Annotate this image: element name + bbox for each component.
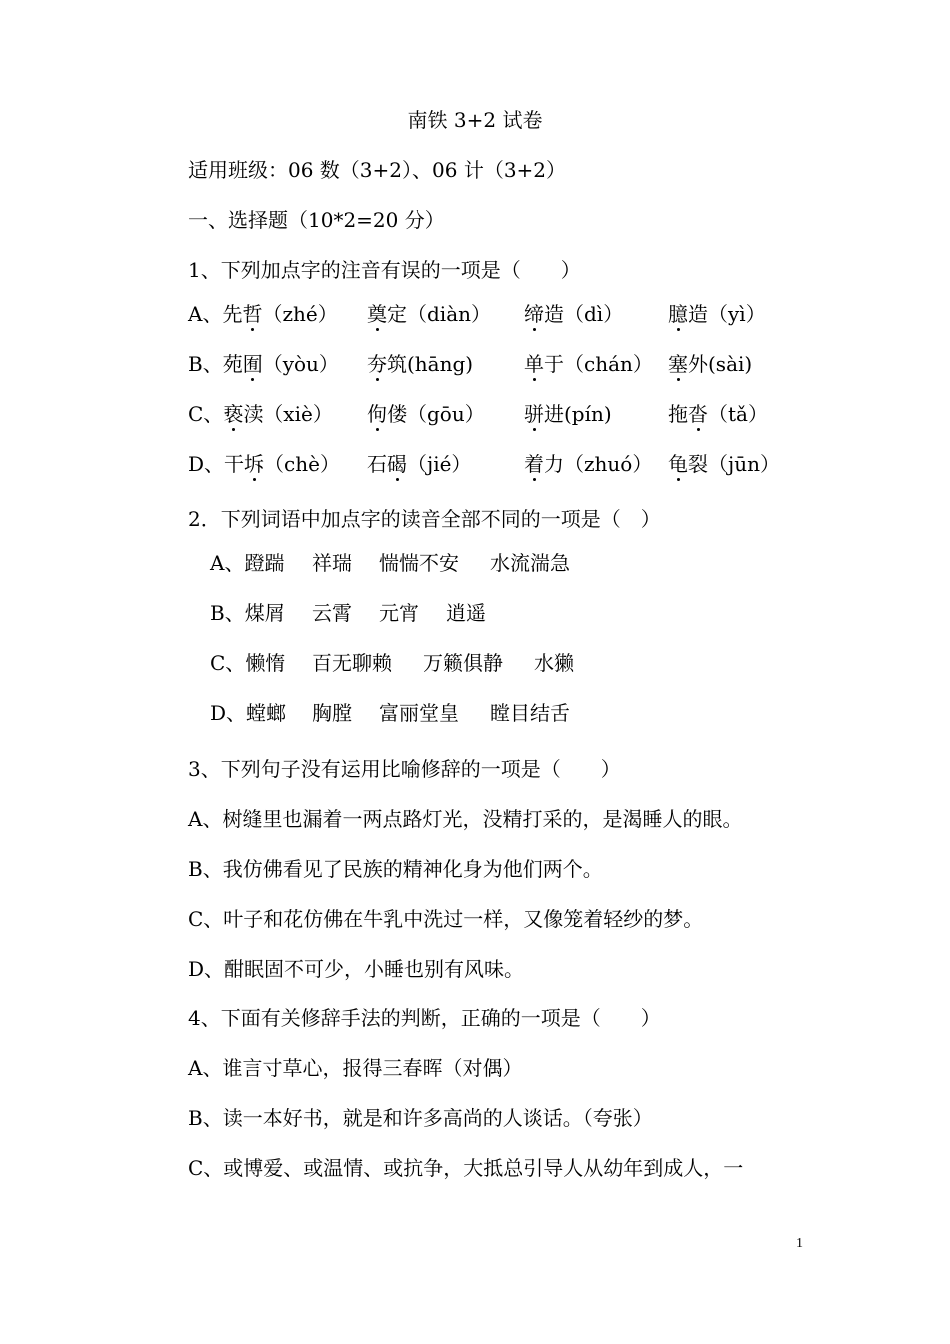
q2-option-word (490, 551, 570, 575)
item-text: （zhé） (262, 302, 338, 326)
option-label: B、 (210, 601, 245, 625)
dotted-char: 夯 (367, 352, 387, 376)
item-text: （yòu） (262, 352, 339, 376)
word-text: 懒惰 (245, 651, 286, 675)
item-text: 渎（xiè） (243, 402, 333, 426)
q2-option-word (379, 601, 419, 625)
item-text: 定（diàn） (387, 302, 492, 326)
question-3-option-d: D、酣眠固不可少，小睡也别有风味。 (188, 957, 525, 981)
item-text: 外(sài) (688, 352, 753, 376)
q1-option-item (367, 452, 471, 476)
q2-option-word (210, 601, 285, 625)
question-3-option-b: B、我仿佛看见了民族的精神化身为他们两个。 (188, 857, 603, 881)
q1-option-item (188, 352, 339, 376)
dotted-char: 奠 (367, 302, 387, 326)
word-text: 元宵 (379, 601, 419, 625)
q2-option-word (210, 551, 284, 575)
question-4-stem: 4、下面有关修辞手法的判断，正确的一项是（ ） (188, 1006, 661, 1030)
dotted-char: 佝 (367, 402, 387, 426)
q2-option-word (534, 651, 574, 675)
q2-option-word (490, 701, 570, 725)
item-text: 裂（jūn） (688, 452, 780, 476)
q1-option-item (524, 402, 612, 426)
section-heading: 一、选择题（10*2=20 分） (188, 208, 445, 232)
q2-option-word (423, 651, 503, 675)
word-text: 祥瑞 (312, 551, 352, 575)
word-text: 螳螂 (246, 701, 287, 725)
item-text: 筑(hāng) (387, 352, 474, 376)
dotted-char: 亵 (223, 402, 244, 426)
dotted-char: 着 (524, 452, 544, 476)
question-2-stem: 2．下列词语中加点字的读音全部不同的一项是（ ） (188, 507, 661, 531)
option-label: C、 (188, 402, 224, 426)
dotted-char: 坼 (244, 452, 265, 476)
item-text: 造（dì） (544, 302, 624, 326)
q1-option-item (524, 302, 623, 326)
q1-option-item (367, 402, 485, 426)
item-text: （chè） (264, 452, 340, 476)
word-text: 水流湍急 (490, 551, 570, 575)
question-4-option-a: A、谁言寸草心，报得三春晖（对偶） (188, 1056, 523, 1080)
item-text: 造（yì） (688, 302, 766, 326)
q1-option-item (668, 402, 768, 426)
q1-option-item (668, 352, 752, 376)
dotted-char: 哲 (242, 302, 263, 326)
q1-option-item (524, 352, 653, 376)
word-text: 逍遥 (446, 601, 486, 625)
word-text: 惴惴不安 (379, 551, 459, 575)
q1-option-item (668, 302, 766, 326)
question-1-stem: 1、下列加点字的注音有误的一项是（ ） (188, 258, 581, 282)
dotted-char: 沓 (688, 402, 708, 426)
word-text: 云霄 (312, 601, 352, 625)
word-text: 万籁俱静 (423, 651, 503, 675)
item-text: 先 (222, 302, 243, 326)
question-4-option-c: C、或博爱、或温情、或抗争，大抵总引导人从幼年到成人，一 (188, 1156, 744, 1180)
word-text: 富丽堂皇 (379, 701, 459, 725)
dotted-char: 碣 (387, 452, 407, 476)
item-text: 干 (224, 452, 245, 476)
option-label: B、 (188, 352, 223, 376)
q2-option-word (446, 601, 486, 625)
word-text: 瞠目结舌 (490, 701, 570, 725)
q2-option-word (210, 701, 286, 725)
q2-option-word (312, 601, 352, 625)
q2-option-word (312, 701, 352, 725)
item-text: 偻（gōu） (387, 402, 485, 426)
question-4-option-b: B、读一本好书，就是和许多高尚的人谈话。（夸张） (188, 1106, 653, 1130)
dotted-char: 骈 (524, 402, 544, 426)
q2-option-word (210, 651, 285, 675)
q1-option-item (524, 452, 652, 476)
q1-option-item (367, 352, 473, 376)
word-text: 水獭 (534, 651, 574, 675)
word-text: 煤屑 (244, 601, 285, 625)
dotted-char: 单 (524, 352, 544, 376)
applicable-classes: 适用班级：06 数（3+2）、06 计（3+2） (188, 158, 567, 182)
dotted-char: 塞 (668, 352, 688, 376)
dotted-char: 囿 (242, 352, 263, 376)
option-label: A、 (210, 551, 245, 575)
option-label: A、 (188, 302, 223, 326)
question-3-option-a: A、树缝里也漏着一两点路灯光，没精打采的，是渴睡人的眼。 (188, 807, 743, 831)
q2-option-word (312, 551, 352, 575)
q2-option-word (379, 551, 459, 575)
option-label: D、 (210, 701, 247, 725)
item-text: 苑 (222, 352, 243, 376)
dotted-char: 龟 (668, 452, 688, 476)
word-text: 蹬踹 (244, 551, 285, 575)
item-text: 拖 (668, 402, 688, 426)
q1-option-item (668, 452, 780, 476)
q1-option-item (188, 402, 333, 426)
question-3-option-c: C、叶子和花仿佛在牛乳中洗过一样，又像笼着轻纱的梦。 (188, 907, 704, 931)
item-text: （jié） (407, 452, 472, 476)
dotted-char: 臆 (668, 302, 688, 326)
q1-option-item (188, 302, 338, 326)
question-3-stem: 3、下列句子没有运用比喻修辞的一项是（ ） (188, 757, 621, 781)
q2-option-word (312, 651, 392, 675)
item-text: （tǎ） (708, 402, 768, 426)
word-text: 百无聊赖 (312, 651, 392, 675)
dotted-char: 缔 (524, 302, 544, 326)
q2-option-word (379, 701, 459, 725)
q1-option-item (367, 302, 491, 326)
item-text: 石 (367, 452, 387, 476)
item-text: 进(pín) (544, 402, 612, 426)
item-text: 于（chán） (544, 352, 653, 376)
word-text: 胸膛 (312, 701, 352, 725)
item-text: 力（zhuó） (544, 452, 653, 476)
page-number: 1 (796, 1236, 803, 1251)
q1-option-item (188, 452, 340, 476)
option-label: D、 (188, 452, 225, 476)
exam-title: 南铁 3+2 试卷 (407, 108, 543, 132)
option-label: C、 (210, 651, 246, 675)
